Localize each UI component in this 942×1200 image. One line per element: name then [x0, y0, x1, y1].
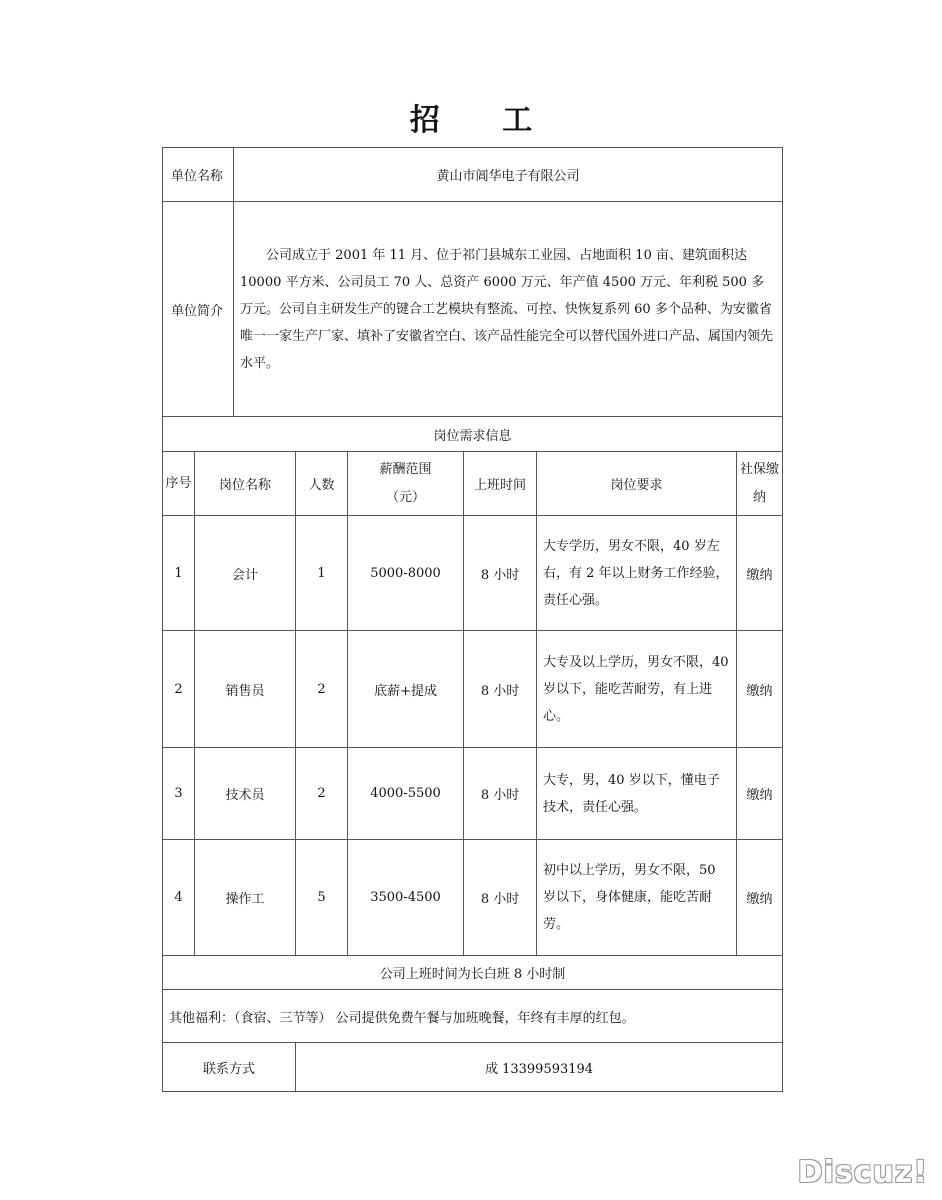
work-schedule-text: 公司上班时间为长白班 8 小时制: [163, 956, 783, 990]
company-name-value: 黄山市阊华电子有限公司: [234, 148, 783, 202]
row-index: 2: [163, 631, 195, 748]
page-title: 招 工: [409, 103, 559, 138]
table-row: [163, 748, 783, 840]
row-count: 2: [296, 748, 348, 840]
company-name-label: 单位名称: [163, 148, 234, 202]
table-row: [163, 631, 783, 748]
welfare-text: 其他福利：（食宿、三节等） 公司提供免费午餐与加班晚餐，年终有丰厚的红包。: [163, 990, 783, 1043]
row-hours: 8 小时: [464, 631, 537, 748]
company-name-row: [163, 148, 783, 202]
row-salary: 4000-5500: [348, 748, 464, 840]
header-requirements: 岗位要求: [537, 452, 737, 516]
row-count: 5: [296, 840, 348, 956]
header-hours: 上班时间: [464, 452, 537, 516]
table-row: [163, 516, 783, 631]
company-intro-label: 单位简介: [163, 202, 234, 417]
row-position: 销售员: [195, 631, 296, 748]
header-salary: [348, 452, 464, 516]
row-hours: 8 小时: [464, 840, 537, 956]
contact-value: 成 13399593194: [296, 1043, 783, 1092]
row-salary: 5000-8000: [348, 516, 464, 631]
contact-row: [163, 1043, 783, 1092]
row-hours: 8 小时: [464, 516, 537, 631]
row-insurance: 缴纳: [737, 516, 783, 631]
row-requirements: 大专及以上学历，男女不限，40 岁以下，能吃苦耐劳，有上进心。: [537, 631, 737, 748]
row-position: 操作工: [195, 840, 296, 956]
row-requirements: 初中以上学历，男女不限，50 岁以下，身体健康，能吃苦耐劳。: [537, 840, 737, 956]
row-requirements: 大专学历，男女不限，40 岁左右，有 2 年以上财务工作经验，责任心强。: [537, 516, 737, 631]
company-intro-row: [163, 202, 783, 417]
header-position: 岗位名称: [195, 452, 296, 516]
company-intro-text: 公司成立于 2001 年 11 月、位于祁门县城东工业园、占地面积 10 亩、建筑面积达 10000 平方米、公司员工 70 人、总资产 6000 万元、年产值 4500 万元、年利税 500 多万元。公司自主研发生产的键合工艺模块有整流、可控、快恢复系列 60 多个品种、为安徽省唯一一家生产厂家、填补了安徽省空白、该产品性能完全可以替代国外进口产品、属国内领先水平。: [240, 248, 774, 371]
row-insurance: 缴纳: [737, 748, 783, 840]
row-requirements: 大专，男，40 岁以下，懂电子技术，责任心强。: [537, 748, 737, 840]
contact-label: 联系方式: [163, 1043, 296, 1092]
recruitment-form-table: [162, 147, 783, 1092]
discuz-watermark: Discuz!: [797, 1155, 928, 1190]
header-index: 序号: [163, 452, 195, 516]
jobs-column-header-row: [163, 452, 783, 516]
header-salary-label: 薪酬范围: [379, 461, 432, 477]
welfare-row: [163, 990, 783, 1043]
row-count: 1: [296, 516, 348, 631]
row-insurance: 缴纳: [737, 840, 783, 956]
row-salary: 3500-4500: [348, 840, 464, 956]
jobs-section-header-row: [163, 417, 783, 452]
company-intro-cell: [234, 202, 783, 417]
work-schedule-row: [163, 956, 783, 990]
header-insurance: 社保缴纳: [737, 452, 783, 516]
row-index: 3: [163, 748, 195, 840]
row-salary: 底薪+提成: [348, 631, 464, 748]
row-hours: 8 小时: [464, 748, 537, 840]
row-position: 会计: [195, 516, 296, 631]
table-row: [163, 840, 783, 956]
row-index: 4: [163, 840, 195, 956]
header-count: 人数: [296, 452, 348, 516]
jobs-section-title: 岗位需求信息: [163, 417, 783, 452]
row-position: 技术员: [195, 748, 296, 840]
row-insurance: 缴纳: [737, 631, 783, 748]
row-count: 2: [296, 631, 348, 748]
header-salary-unit: （元）: [386, 489, 426, 505]
row-index: 1: [163, 516, 195, 631]
